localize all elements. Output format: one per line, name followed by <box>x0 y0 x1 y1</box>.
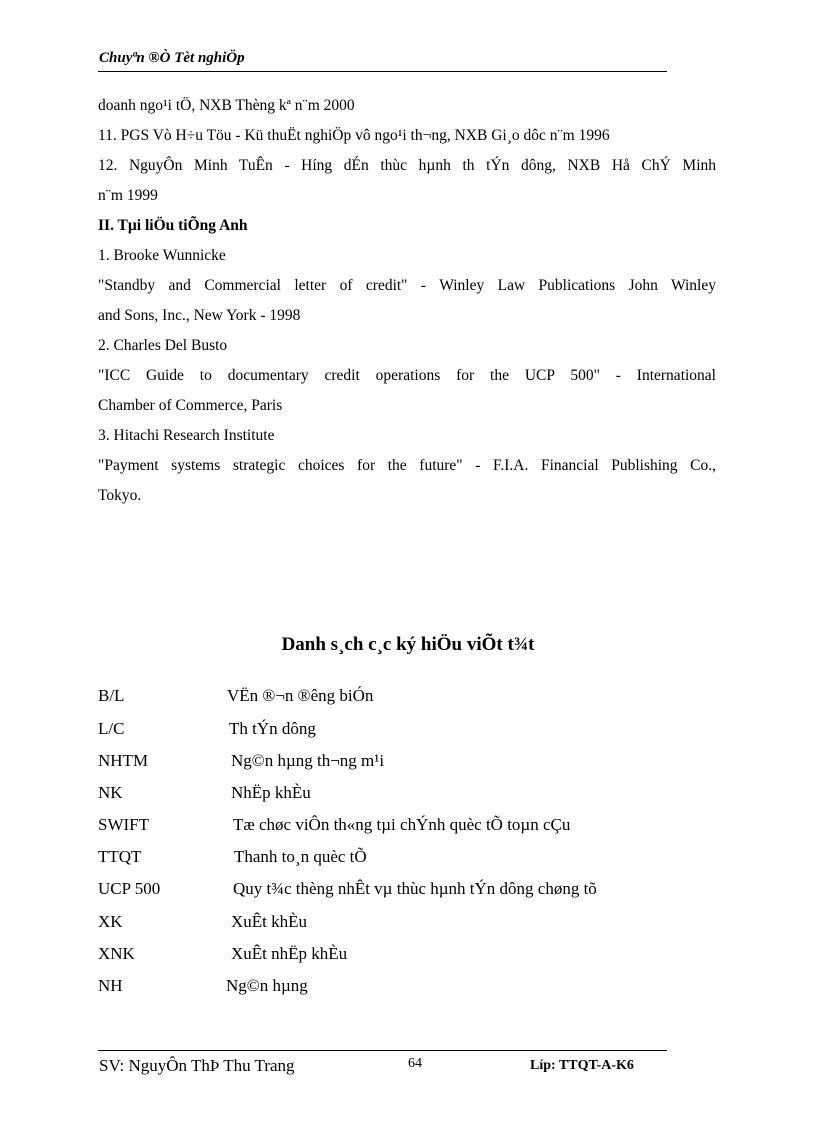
reference-line: "Payment systems strategic choices for the future" - F.I.A. Financial Publishing Co., <box>98 457 716 474</box>
header-title: Chuyªn ®Ò Tèt nghiÖp <box>99 50 245 66</box>
footer-class-label: Líp: TTQT-A-K6 <box>530 1058 634 1073</box>
abbreviation-key: XK <box>98 912 123 931</box>
abbreviation-meaning: Ng©n hµng <box>226 976 308 995</box>
abbreviation-key: NK <box>98 783 123 802</box>
abbreviation-key: NH <box>98 976 123 995</box>
reference-line: Tokyo. <box>98 487 142 504</box>
abbreviation-meaning: XuÊt khÈu <box>231 912 308 931</box>
abbreviation-meaning: XuÊt nhËp khÈu <box>231 944 348 963</box>
abbreviation-key: B/L <box>98 686 125 705</box>
abbreviation-key: SWIFT <box>98 815 149 834</box>
reference-author: 3. Hitachi Research Institute <box>98 427 275 444</box>
footer-student-name: SV: NguyÔn ThÞ Thu Trang <box>99 1056 295 1075</box>
reference-line: and Sons, Inc., New York - 1998 <box>98 307 301 324</box>
abbreviation-meaning: Quy t¾c thèng nhÊt vµ thùc hµnh tÝn dông chøng tõ <box>233 879 597 898</box>
abbreviations-title: Danh s¸ch c¸c ký hiÖu viÕt t¾t <box>281 634 535 655</box>
abbreviation-key: XNK <box>98 944 135 963</box>
reference-line: n¨m 1999 <box>98 187 158 204</box>
abbreviation-key: TTQT <box>98 847 142 866</box>
abbreviation-key: NHTM <box>98 751 149 770</box>
references-vn <box>98 91 716 211</box>
header-rule <box>98 71 667 72</box>
abbreviation-meaning: Thanh to¸n quèc tÕ <box>234 847 367 866</box>
reference-line: "ICC Guide to documentary credit operations for the UCP 500" - International <box>98 367 716 384</box>
abbreviation-meaning: VËn ®¬n ®êng biÓn <box>227 686 374 705</box>
reference-author: 1. Brooke Wunnicke <box>98 247 226 264</box>
section-heading-english-references: II. Tµi liÖu tiÕng Anh <box>98 217 248 234</box>
abbreviation-meaning: NhËp khÈu <box>231 783 311 802</box>
abbreviation-meaning: Ng©n hµng th¬ng m¹i <box>231 751 385 770</box>
reference-line: 11. PGS Vò H÷u Töu - Kü thuËt nghiÖp vô ngo¹i th¬ng, NXB Gi¸o dôc n¨m 1996 <box>98 127 610 144</box>
references-en <box>98 241 716 511</box>
reference-line: doanh ngo¹i tÖ, NXB Thèng kª n¨m 2000 <box>98 97 355 114</box>
reference-line: "Standby and Commercial letter of credit" - Winley Law Publications John Winley <box>98 277 716 294</box>
reference-line: Chamber of Commerce, Paris <box>98 397 283 414</box>
abbreviation-meaning: Tæ chøc viÔn th«ng tµi chÝnh quèc tÕ toµn cÇu <box>233 815 571 834</box>
reference-line: 12. NguyÔn Minh TuÊn - Híng dÉn thùc hµnh th tÝn dông, NXB Hå ChÝ Minh <box>98 157 716 174</box>
abbreviation-key: UCP 500 <box>98 879 161 898</box>
abbreviation-key: L/C <box>98 719 125 738</box>
abbreviation-meaning: Th tÝn dông <box>229 719 316 738</box>
page-number: 64 <box>408 1056 422 1071</box>
reference-author: 2. Charles Del Busto <box>98 337 228 354</box>
footer-rule <box>98 1050 667 1051</box>
